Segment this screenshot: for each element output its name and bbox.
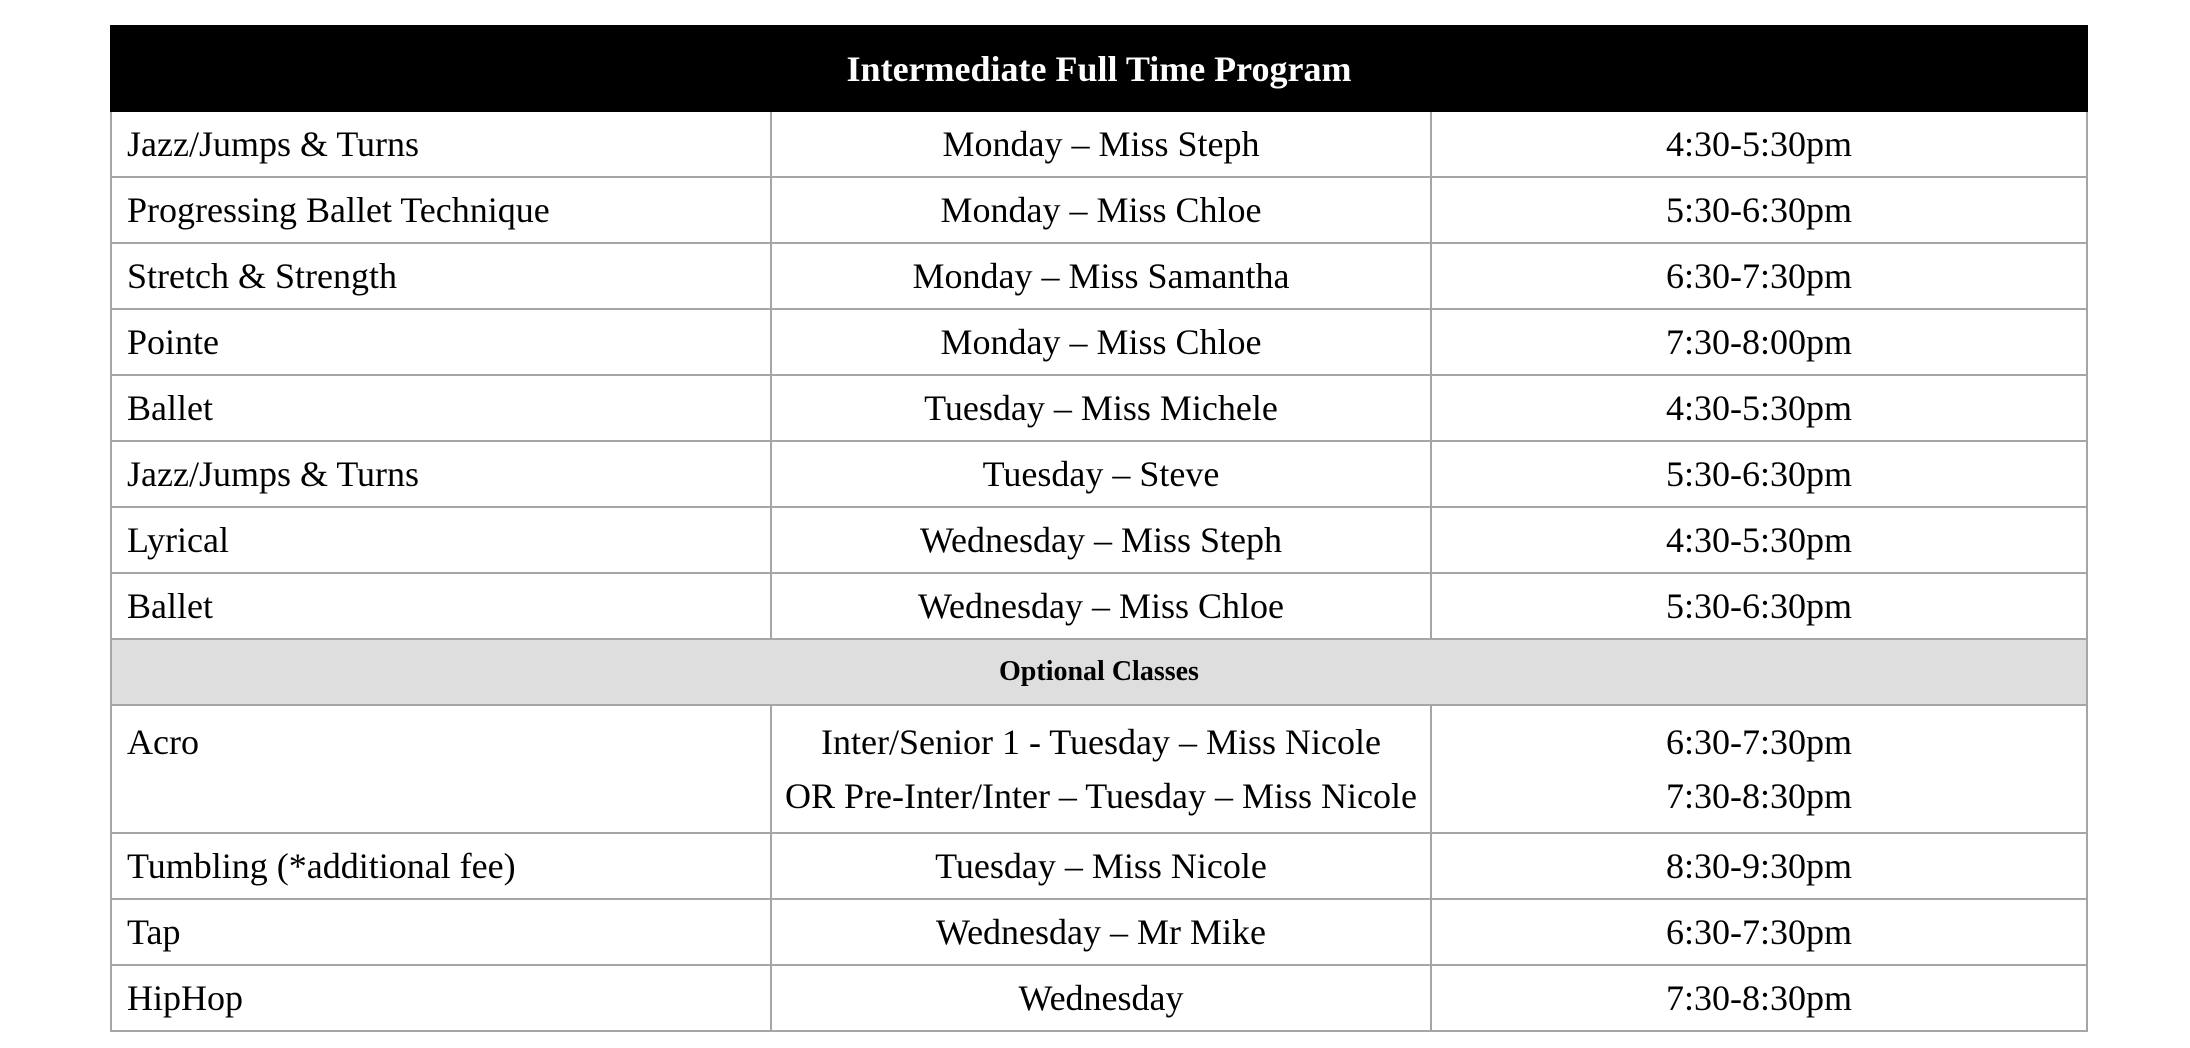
class-time-option-1: 6:30-7:30pm xyxy=(1666,722,1852,762)
class-time: 4:30-5:30pm xyxy=(1431,111,2087,177)
class-name: Ballet xyxy=(111,375,771,441)
class-time: 7:30-8:00pm xyxy=(1431,309,2087,375)
day-teacher: Monday – Miss Chloe xyxy=(771,309,1431,375)
table-row xyxy=(111,375,2087,441)
optional-classes-row xyxy=(111,639,2087,705)
table-row xyxy=(111,111,2087,177)
class-name: Jazz/Jumps & Turns xyxy=(111,111,771,177)
table-title-row xyxy=(111,26,2087,111)
day-teacher: Monday – Miss Chloe xyxy=(771,177,1431,243)
table-row xyxy=(111,507,2087,573)
class-time: 6:30-7:30pm xyxy=(1431,243,2087,309)
class-name: Stretch & Strength xyxy=(111,243,771,309)
table-row xyxy=(111,573,2087,639)
class-time: 4:30-5:30pm xyxy=(1431,507,2087,573)
class-name: Progressing Ballet Technique xyxy=(111,177,771,243)
class-name: Tap xyxy=(111,899,771,965)
class-time xyxy=(1431,705,2087,833)
class-time-option-2: 7:30-8:30pm xyxy=(1666,776,1852,816)
day-teacher: Tuesday – Miss Michele xyxy=(771,375,1431,441)
table-row xyxy=(111,177,2087,243)
day-teacher: Wednesday xyxy=(771,965,1431,1031)
class-time: 5:30-6:30pm xyxy=(1431,441,2087,507)
table-row xyxy=(111,309,2087,375)
program-title: Intermediate Full Time Program xyxy=(111,26,2087,111)
class-name: HipHop xyxy=(111,965,771,1031)
table-row xyxy=(111,243,2087,309)
day-teacher: Monday – Miss Samantha xyxy=(771,243,1431,309)
day-teacher-option-2: OR Pre-Inter/Inter – Tuesday – Miss Nicole xyxy=(785,776,1417,816)
day-teacher: Wednesday – Mr Mike xyxy=(771,899,1431,965)
class-name: Tumbling (*additional fee) xyxy=(111,833,771,899)
table-row xyxy=(111,441,2087,507)
class-name-text: Acro xyxy=(127,722,199,762)
class-time: 4:30-5:30pm xyxy=(1431,375,2087,441)
class-name: Jazz/Jumps & Turns xyxy=(111,441,771,507)
class-time: 8:30-9:30pm xyxy=(1431,833,2087,899)
class-name: Lyrical xyxy=(111,507,771,573)
schedule-table xyxy=(110,25,2088,1032)
day-teacher: Tuesday – Miss Nicole xyxy=(771,833,1431,899)
day-teacher: Monday – Miss Steph xyxy=(771,111,1431,177)
class-time: 5:30-6:30pm xyxy=(1431,573,2087,639)
table-row xyxy=(111,705,2087,833)
class-name xyxy=(111,705,771,833)
day-teacher: Wednesday – Miss Chloe xyxy=(771,573,1431,639)
class-time: 6:30-7:30pm xyxy=(1431,899,2087,965)
day-teacher-option-1: Inter/Senior 1 - Tuesday – Miss Nicole xyxy=(821,722,1381,762)
class-name: Pointe xyxy=(111,309,771,375)
table-row xyxy=(111,833,2087,899)
optional-classes-heading: Optional Classes xyxy=(111,639,2087,705)
day-teacher xyxy=(771,705,1431,833)
day-teacher: Wednesday – Miss Steph xyxy=(771,507,1431,573)
class-name: Ballet xyxy=(111,573,771,639)
table-row xyxy=(111,899,2087,965)
table-row xyxy=(111,965,2087,1031)
class-time: 7:30-8:30pm xyxy=(1431,965,2087,1031)
class-time: 5:30-6:30pm xyxy=(1431,177,2087,243)
day-teacher: Tuesday – Steve xyxy=(771,441,1431,507)
